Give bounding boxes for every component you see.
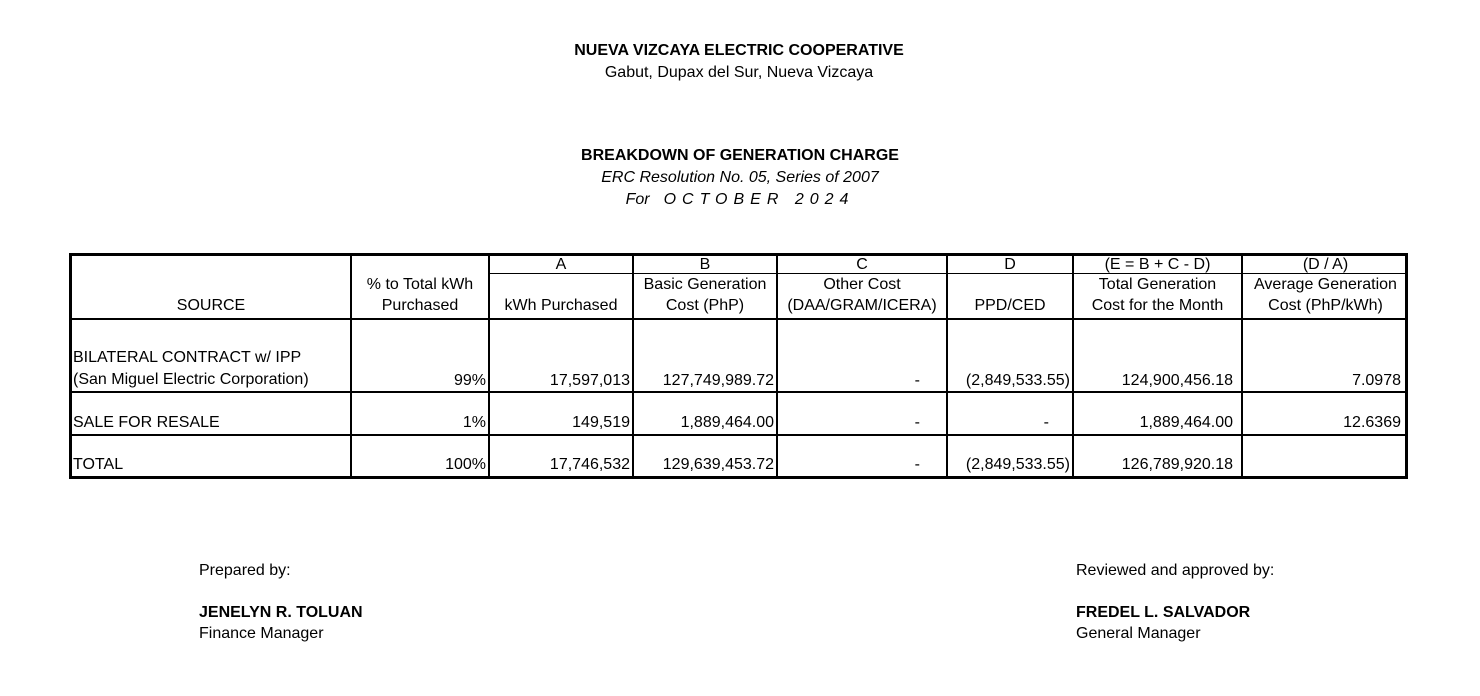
column-header-pct-line2: Purchased xyxy=(381,297,459,314)
column-header-other-line1: Other Cost xyxy=(823,276,901,293)
row-ppd: (2,849,533.55) xyxy=(965,456,1070,473)
reviewed-by-name: FREDEL L. SALVADOR xyxy=(1076,604,1251,621)
column-header-source: SOURCE xyxy=(176,297,246,314)
row-ppd: - xyxy=(1043,414,1049,431)
organization-name: NUEVA VIZCAYA ELECTRIC COOPERATIVE xyxy=(574,42,904,59)
row-kwh: 149,519 xyxy=(572,414,630,431)
column-header-avg-line1: Average Generation xyxy=(1254,276,1397,293)
row-basic-cost: 129,639,453.72 xyxy=(662,456,774,473)
row-pct: 99% xyxy=(453,372,486,389)
row-total-cost: 1,889,464.00 xyxy=(1139,414,1233,431)
column-letter-a: A xyxy=(555,256,567,273)
column-header-ppd: PPD/CED xyxy=(974,297,1046,314)
row-source-line1: BILATERAL CONTRACT w/ IPP xyxy=(73,349,302,366)
column-letter-d: D xyxy=(1004,256,1016,273)
row-other-cost: - xyxy=(914,456,920,473)
row-pct: 1% xyxy=(462,414,486,431)
organization-address: Gabut, Dupax del Sur, Nueva Vizcaya xyxy=(604,64,874,81)
row-kwh: 17,597,013 xyxy=(549,372,630,389)
column-header-basic-line1: Basic Generation xyxy=(643,276,767,293)
row-ppd: (2,849,533.55) xyxy=(965,372,1070,389)
row-pct: 100% xyxy=(445,456,486,473)
header-row-divider xyxy=(72,318,1405,320)
row-other-cost: - xyxy=(914,372,920,389)
column-header-other-line2: (DAA/GRAM/ICERA) xyxy=(787,297,937,314)
column-header-kwh: kWh Purchased xyxy=(504,297,618,314)
row-total-cost: 126,789,920.18 xyxy=(1121,456,1233,473)
generation-charge-table xyxy=(69,253,1408,479)
column-header-avg-line2: Cost (PhP/kWh) xyxy=(1268,297,1383,314)
document-title: BREAKDOWN OF GENERATION CHARGE xyxy=(581,147,899,164)
row-avg-cost: 7.0978 xyxy=(1352,372,1401,389)
prepared-by-label: Prepared by: xyxy=(199,562,291,579)
column-header-pct-line1: % to Total kWh xyxy=(366,276,474,293)
column-divider xyxy=(946,256,948,476)
period-value: OCTOBER 2024 xyxy=(663,191,855,208)
reviewed-by-position: General Manager xyxy=(1076,625,1201,642)
column-letter-e: (E = B + C - D) xyxy=(1104,256,1211,273)
document-subtitle: ERC Resolution No. 05, Series of 2007 xyxy=(601,169,879,186)
row-kwh: 17,746,532 xyxy=(549,456,630,473)
column-letter-b: B xyxy=(699,256,711,273)
row-avg-cost: 12.6369 xyxy=(1343,414,1401,431)
column-letter-f: (D / A) xyxy=(1302,256,1349,273)
row-basic-cost: 127,749,989.72 xyxy=(662,372,774,389)
row-other-cost: - xyxy=(914,414,920,431)
row-basic-cost: 1,889,464.00 xyxy=(680,414,774,431)
row-source: TOTAL xyxy=(73,456,124,473)
column-header-basic-line2: Cost (PhP) xyxy=(665,297,745,314)
prepared-by-position: Finance Manager xyxy=(199,625,324,642)
row-divider xyxy=(72,434,1405,436)
prepared-by-name: JENELYN R. TOLUAN xyxy=(199,604,363,621)
row-divider xyxy=(72,391,1405,393)
column-header-total-line1: Total Generation xyxy=(1098,276,1217,293)
column-divider xyxy=(488,256,490,476)
document-period xyxy=(0,191,1480,209)
row-source: SALE FOR RESALE xyxy=(73,414,220,431)
row-source-line2: (San Miguel Electric Corporation) xyxy=(73,371,309,388)
row-total-cost: 124,900,456.18 xyxy=(1121,372,1233,389)
period-prefix: For xyxy=(625,191,650,208)
reviewed-by-label: Reviewed and approved by: xyxy=(1076,562,1275,579)
column-letter-c: C xyxy=(856,256,868,273)
column-header-total-line2: Cost for the Month xyxy=(1091,297,1224,314)
